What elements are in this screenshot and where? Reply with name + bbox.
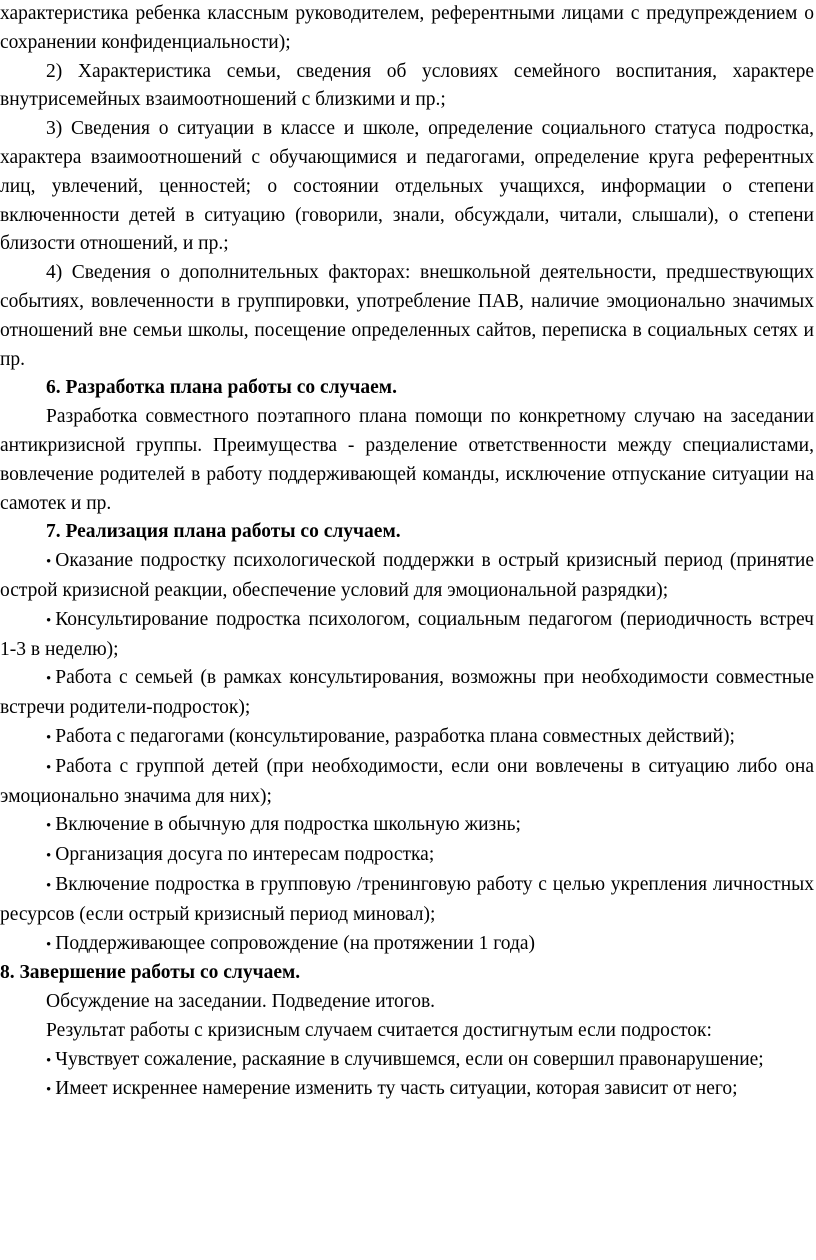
paragraph-school: 3) Сведения о ситуации в классе и школе, определение социального статуса подростка, характера взаимоотношений с обучающимися и педагогами, определение круга референтных лиц, увлечений, ценностей; о состоянии отдельных учащихся, информации о степени включенности детей в ситуацию (говорили, знали, обсуждали, читали, слышали), о степени близости отношений, и пр.;	[0, 118, 814, 255]
bullet-icon: •	[46, 729, 52, 746]
paragraph-family: 2) Характеристика семьи, сведения об условиях семейного воспитания, характере внутрисемейных взаимоотношений с близкими и пр.;	[0, 60, 814, 111]
bullet-icon: •	[46, 554, 52, 571]
bullet-icon: •	[46, 877, 52, 894]
list-item: • Оказание подростку психологической поддержки в острый кризисный период (принятие острой кризисной реакции, обеспечение условий для эмоциональной разрядки);	[0, 550, 814, 601]
section-8-line-2: Результат работы с кризисным случаем считается достигнутым если подросток:	[46, 1019, 712, 1041]
bullet-icon: •	[46, 671, 52, 688]
section-8-heading: 8. Завершение работы со случаем.	[0, 962, 301, 984]
bullet-icon: •	[46, 818, 52, 835]
section-6-heading: 6. Разработка плана работы со случаем.	[46, 377, 397, 399]
bullet-icon: •	[46, 1052, 52, 1069]
list-item: • Работа с семьей (в рамках консультирования, возможны при необходимости совместные встречи родители-подросток);	[0, 667, 814, 719]
list-item: • Имеет искреннее намерение изменить ту часть ситуации, которая зависит от него;	[46, 1078, 738, 1100]
bullet-icon: •	[46, 848, 52, 865]
section-8-line-1: Обсуждение на заседании. Подведение итогов.	[46, 991, 436, 1013]
list-item: • Работа с группой детей (при необходимости, если они вовлечены в ситуацию либо она эмоционально значима для них);	[0, 755, 814, 807]
list-item: • Включение подростка в групповую /тренинговую работу с целью укрепления личностных ресурсов (если острый кризисный период миновал);	[0, 873, 814, 925]
paragraph-factors: 4) Сведения о дополнительных факторах: внешкольной деятельности, предшествующих событиях, вовлеченности в группировки, употребление ПАВ, наличие эмоционально значимых отношений вне семьи школы, посещение определенных сайтов, переписка в социальных сетях и пр.	[0, 262, 814, 370]
list-item: • Работа с педагогами (консультирование, разработка плана совместных действий);	[46, 725, 735, 747]
bullet-icon: •	[46, 612, 52, 629]
bullet-icon: •	[46, 936, 52, 953]
list-item: • Поддерживающее сопровождение (на протяжении 1 года)	[46, 932, 536, 954]
list-item: • Включение в обычную для подростка школьную жизнь;	[46, 814, 521, 836]
section-6-text: Разработка совместного поэтапного плана помощи по конкретному случаю на заседании антикризисной группы. Преимущества - разделение ответственности между специалистами, вовлечение родителей в работу поддерживающей команды, исключение отпускание ситуации на самотек и пр.	[0, 406, 814, 514]
bullet-icon: •	[46, 1082, 52, 1099]
list-item: • Чувствует сожаление, раскаяние в случившемся, если он совершил правонарушение;	[46, 1048, 764, 1070]
bullet-icon: •	[46, 759, 52, 776]
section-7-heading: 7. Реализация плана работы со случаем.	[46, 521, 401, 543]
section-8-list	[0, 1046, 814, 1106]
paragraph-continuation: характеристика ребенка классным руководителем, референтными лицами с предупреждением о сохранении конфиденциальности);	[0, 3, 814, 53]
list-item: • Организация досуга по интересам подростка;	[46, 844, 435, 866]
section-7-list	[0, 547, 814, 959]
list-item: • Консультирование подростка психологом, социальным педагогом (периодичность встреч 1-3 в неделю);	[0, 608, 814, 660]
